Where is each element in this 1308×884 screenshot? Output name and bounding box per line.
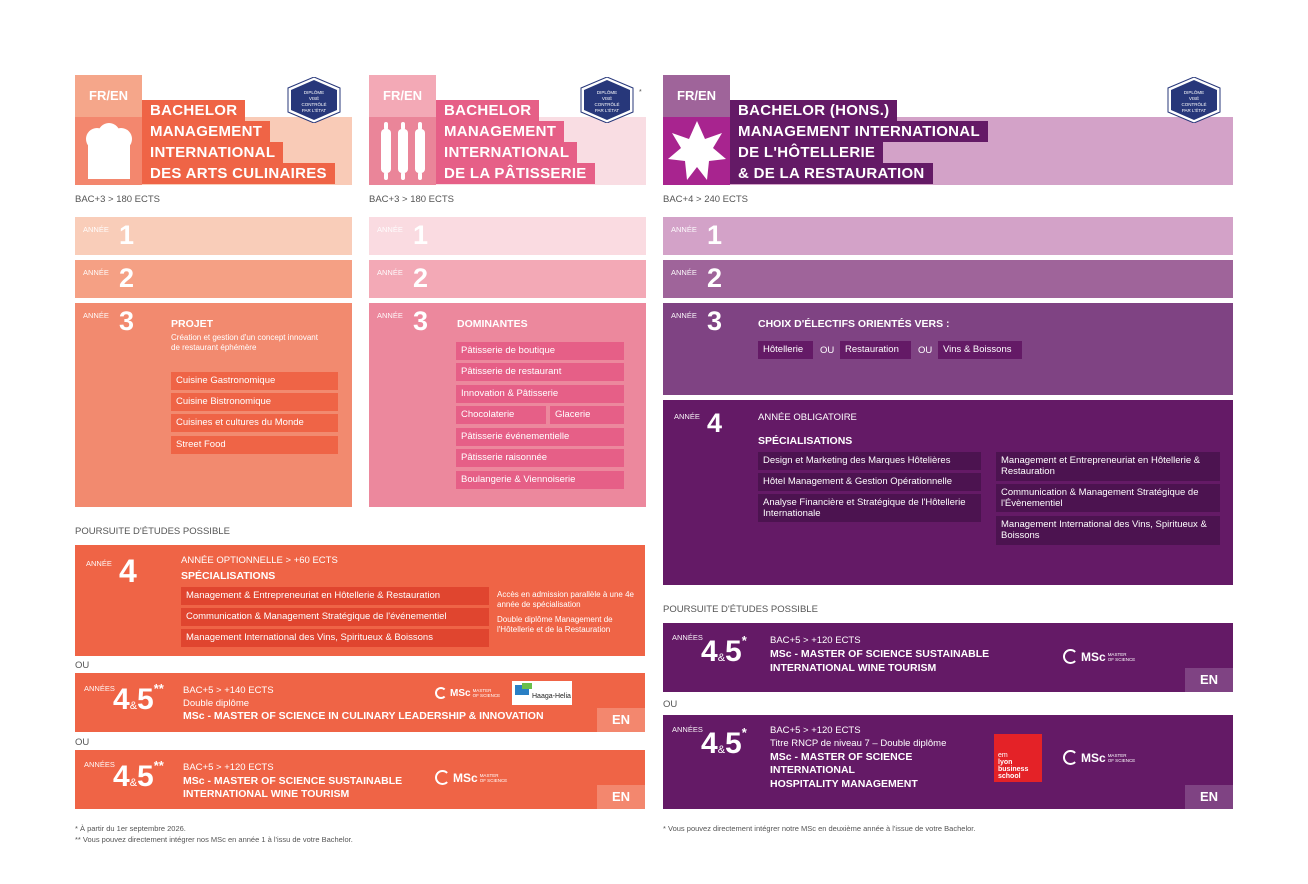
specialisation-item: Hôtel Management & Gestion Opérationnelle xyxy=(758,473,981,491)
title-line: DE LA PÂTISSERIE xyxy=(436,163,595,184)
english-badge: EN xyxy=(597,785,645,809)
language-badge: FR/EN xyxy=(663,75,730,117)
specialisation-item: Management & Entrepreneuriat en Hôtellerie & Restauration xyxy=(181,587,489,605)
poursuite-label: POURSUITE D'ÉTUDES POSSIBLE xyxy=(663,604,818,615)
option-item: Glacerie xyxy=(550,406,624,424)
haaga-helia-logo: Haaga-Helia xyxy=(512,681,572,705)
option-item: Cuisine Bistronomique xyxy=(171,393,338,411)
optional-year-4-block: ANNÉE 4 ANNÉE OPTIONNELLE > +60 ECTS SPÉCIALISATIONS Management & Entrepreneuriat en Hôtellerie & Restauration Communication & Management Stratégique de l'événementiel Management International des Vins, Spiritueux & Boissons Accès en admission parallèle à une 4e année de spécialisation Double diplôme Management de l'Hôtellerie et de la Restauration xyxy=(75,545,645,656)
specialisation-item: Design et Marketing des Marques Hôtelières xyxy=(758,452,981,470)
title-line: BACHELOR xyxy=(142,100,245,121)
chef-hat-icon xyxy=(75,117,142,185)
year-1-row: ANNÉE 1 xyxy=(369,217,646,255)
year-4-block: ANNÉE 4 ANNÉE OBLIGATOIRE SPÉCIALISATIONS Design et Marketing des Marques Hôtelières Hôtel Management & Gestion Opérationnelle Analyse Financière et Stratégique de l'Hôtellerie Internationale Management et Entrepreneuriat en Hôtellerie & Restauration Communication & Management Stratégique de l'Évènementiel Management International des Vins, Spiritueux & Boissons xyxy=(663,400,1233,585)
year-3-description: Création et gestion d'un concept innovant de restaurant éphémère xyxy=(171,333,318,352)
year-3-block: ANNÉE 3 PROJET Création et gestion d'un concept innovant de restaurant éphémère Cuisine Gastronomique Cuisine Bistronomique Cuisines et cultures du Monde Street Food xyxy=(75,303,352,507)
specialisation-item: Communication & Management Stratégique de l'événementiel xyxy=(181,608,489,626)
language-badge: FR/EN xyxy=(75,75,142,117)
msc-title: MSc - MASTER OF SCIENCE xyxy=(770,751,913,763)
title-line: INTERNATIONAL xyxy=(436,142,577,163)
english-badge: EN xyxy=(597,708,645,732)
msc-logo: MSc MASTER OF SCIENCE xyxy=(435,770,507,785)
specialisation-item: Communication & Management Stratégique de l'Évènementiel xyxy=(996,484,1220,512)
option-item: Pâtisserie raisonnée xyxy=(456,449,624,467)
title-line: BACHELOR (HONS.) xyxy=(730,100,897,121)
state-diploma-badge: DIPLÔME VISÉ CONTRÔLÉ PAR L'ÉTAT xyxy=(287,77,341,123)
option-item: Cuisine Gastronomique xyxy=(171,372,338,390)
msc-title: MSc - MASTER OF SCIENCE IN CULINARY LEADERSHIP & INNOVATION xyxy=(183,710,544,722)
state-diploma-badge: DIPLÔME VISÉ CONTRÔLÉ PAR L'ÉTAT xyxy=(1167,77,1221,123)
culinary-header xyxy=(75,75,352,185)
specialisation-item: Analyse Financière et Stratégique de l'Hôtellerie Internationale xyxy=(758,494,981,522)
asterisk: * xyxy=(639,89,642,96)
emlyon-logo: em lyon business school xyxy=(994,734,1042,782)
msc-title: INTERNATIONAL xyxy=(770,764,855,776)
msc-subtitle: Titre RNCP de niveau 7 – Double diplôme xyxy=(770,738,947,749)
double-degree-note: Double diplôme Management de l'Hôtellerie et de la Restauration xyxy=(497,615,613,634)
year-4-subtitle: ANNÉE OPTIONNELLE > +60 ECTS xyxy=(181,555,338,566)
poursuite-label: POURSUITE D'ÉTUDES POSSIBLE xyxy=(75,526,230,537)
or-label: OU xyxy=(820,345,835,356)
state-diploma-badge: DIPLÔME VISÉ CONTRÔLÉ PAR L'ÉTAT xyxy=(580,77,634,123)
elective-option: Hôtellerie xyxy=(758,341,813,359)
msc-logo: MSc MASTER OF SCIENCE xyxy=(1063,750,1135,765)
ects-label: BAC+3 > 180 ECTS xyxy=(75,194,161,205)
msc-wine-tourism-block: ANNÉES 4&5** BAC+5 > +120 ECTS MSc - MASTER OF SCIENCE SUSTAINABLE INTERNATIONAL WINE TOURISM MSc MASTER OF SCIENCE EN xyxy=(75,750,645,809)
msc-ects: BAC+5 > +120 ECTS xyxy=(183,762,274,773)
msc-ects: BAC+5 > +120 ECTS xyxy=(770,635,861,646)
specialisation-item: Management International des Vins, Spiritueux & Boissons xyxy=(996,516,1220,545)
option-item: Pâtisserie événementielle xyxy=(456,428,624,446)
title-line: MANAGEMENT xyxy=(142,121,270,142)
msc-wine-tourism-block: ANNÉES 4&5* BAC+5 > +120 ECTS MSc - MASTER OF SCIENCE SUSTAINABLE INTERNATIONAL WINE TOURISM MSc MASTER OF SCIENCE EN xyxy=(663,623,1233,692)
msc-ects: BAC+5 > +140 ECTS xyxy=(183,685,274,696)
year-4-heading: SPÉCIALISATIONS xyxy=(758,435,853,447)
title-line: DES ARTS CULINAIRES xyxy=(142,163,335,184)
year-2-row: ANNÉE 2 xyxy=(75,260,352,298)
title-line: INTERNATIONAL xyxy=(142,142,283,163)
program-title xyxy=(730,100,988,184)
year-3-heading: DOMINANTES xyxy=(457,318,528,330)
option-item: Chocolaterie xyxy=(456,406,546,424)
option-item: Innovation & Pâtisserie xyxy=(456,385,624,403)
msc-title: HOSPITALITY MANAGEMENT xyxy=(770,778,918,790)
title-line: BACHELOR xyxy=(436,100,539,121)
year-3-heading: CHOIX D'ÉLECTIFS ORIENTÉS VERS : xyxy=(758,318,950,330)
title-line: MANAGEMENT xyxy=(436,121,564,142)
year-1-row: ANNÉE 1 xyxy=(75,217,352,255)
or-label: OU xyxy=(75,660,90,671)
year-4-heading: SPÉCIALISATIONS xyxy=(181,570,276,582)
year-2-row: ANNÉE 2 xyxy=(663,260,1233,298)
specialisation-item: Management et Entrepreneuriat en Hôtellerie & Restauration xyxy=(996,452,1220,481)
msc-logo: MSc MASTER OF SCIENCE xyxy=(1063,649,1135,664)
title-line: & DE LA RESTAURATION xyxy=(730,163,933,184)
language-badge: FR/EN xyxy=(369,75,436,117)
footnote: ** Vous pouvez directement intégrer nos MSc en année 1 à l'issu de votre Bachelor. xyxy=(75,835,353,844)
elective-option: Vins & Boissons xyxy=(938,341,1022,359)
program-title xyxy=(436,100,595,184)
year-4-subtitle: ANNÉE OBLIGATOIRE xyxy=(758,412,857,423)
year-2-row: ANNÉE 2 xyxy=(369,260,646,298)
option-item: Cuisines et cultures du Monde xyxy=(171,414,338,432)
option-item: Boulangerie & Viennoiserie xyxy=(456,471,624,489)
msc-title: INTERNATIONAL WINE TOURISM xyxy=(183,788,350,800)
title-line: MANAGEMENT INTERNATIONAL xyxy=(730,121,988,142)
rolling-pin-icon xyxy=(369,117,436,185)
footnote: * Vous pouvez directement intégrer notre MSc en deuxième année à l'issue de votre Bachelor. xyxy=(663,824,976,833)
year-3-block: ANNÉE 3 CHOIX D'ÉLECTIFS ORIENTÉS VERS : Hôtellerie OU Restauration OU Vins & Boissons xyxy=(663,303,1233,395)
year-1-row: ANNÉE 1 xyxy=(663,217,1233,255)
admission-note: Accès en admission parallèle à une 4e année de spécialisation xyxy=(497,590,634,609)
option-item: Street Food xyxy=(171,436,338,454)
title-line: DE L'HÔTELLERIE xyxy=(730,142,883,163)
msc-logo: MSc MASTER OF SCIENCE xyxy=(435,687,500,699)
or-label: OU xyxy=(918,345,933,356)
pastry-header xyxy=(369,75,646,185)
option-item: Pâtisserie de restaurant xyxy=(456,363,624,381)
or-label: OU xyxy=(663,699,678,710)
year-3-heading: PROJET xyxy=(171,318,214,330)
elective-option: Restauration xyxy=(840,341,911,359)
msc-hospitality-management-block: ANNÉES 4&5* BAC+5 > +120 ECTS Titre RNCP de niveau 7 – Double diplôme MSc - MASTER OF SCIENCE INTERNATIONAL HOSPITALITY MANAGEMENT em lyon business school MSc MASTER OF SCIENCE EN xyxy=(663,715,1233,809)
msc-title: INTERNATIONAL WINE TOURISM xyxy=(770,662,937,674)
year-3-block: ANNÉE 3 DOMINANTES Pâtisserie de boutique Pâtisserie de restaurant Innovation & Pâtisserie Chocolaterie Glacerie Pâtisserie événementielle Pâtisserie raisonnée Boulangerie & Viennoiserie xyxy=(369,303,646,507)
ects-label: BAC+3 > 180 ECTS xyxy=(369,194,455,205)
footnote: * À partir du 1er septembre 2026. xyxy=(75,824,186,833)
ects-label: BAC+4 > 240 ECTS xyxy=(663,194,749,205)
msc-culinary-leadership-block: ANNÉES 4&5** BAC+5 > +140 ECTS Double diplôme MSc - MASTER OF SCIENCE IN CULINARY LEADERSHIP & INNOVATION MSc MASTER OF SCIENCE Haaga-Helia EN xyxy=(75,673,645,732)
option-item: Pâtisserie de boutique xyxy=(456,342,624,360)
msc-title: MSc - MASTER OF SCIENCE SUSTAINABLE xyxy=(183,775,403,787)
hospitality-header xyxy=(663,75,1233,185)
msc-ects: BAC+5 > +120 ECTS xyxy=(770,725,861,736)
english-badge: EN xyxy=(1185,785,1233,809)
flower-icon xyxy=(663,117,730,185)
or-label: OU xyxy=(75,737,90,748)
english-badge: EN xyxy=(1185,668,1233,692)
msc-title: MSc - MASTER OF SCIENCE SUSTAINABLE xyxy=(770,648,990,660)
specialisation-item: Management International des Vins, Spiritueux & Boissons xyxy=(181,629,489,647)
msc-subtitle: Double diplôme xyxy=(183,698,250,709)
